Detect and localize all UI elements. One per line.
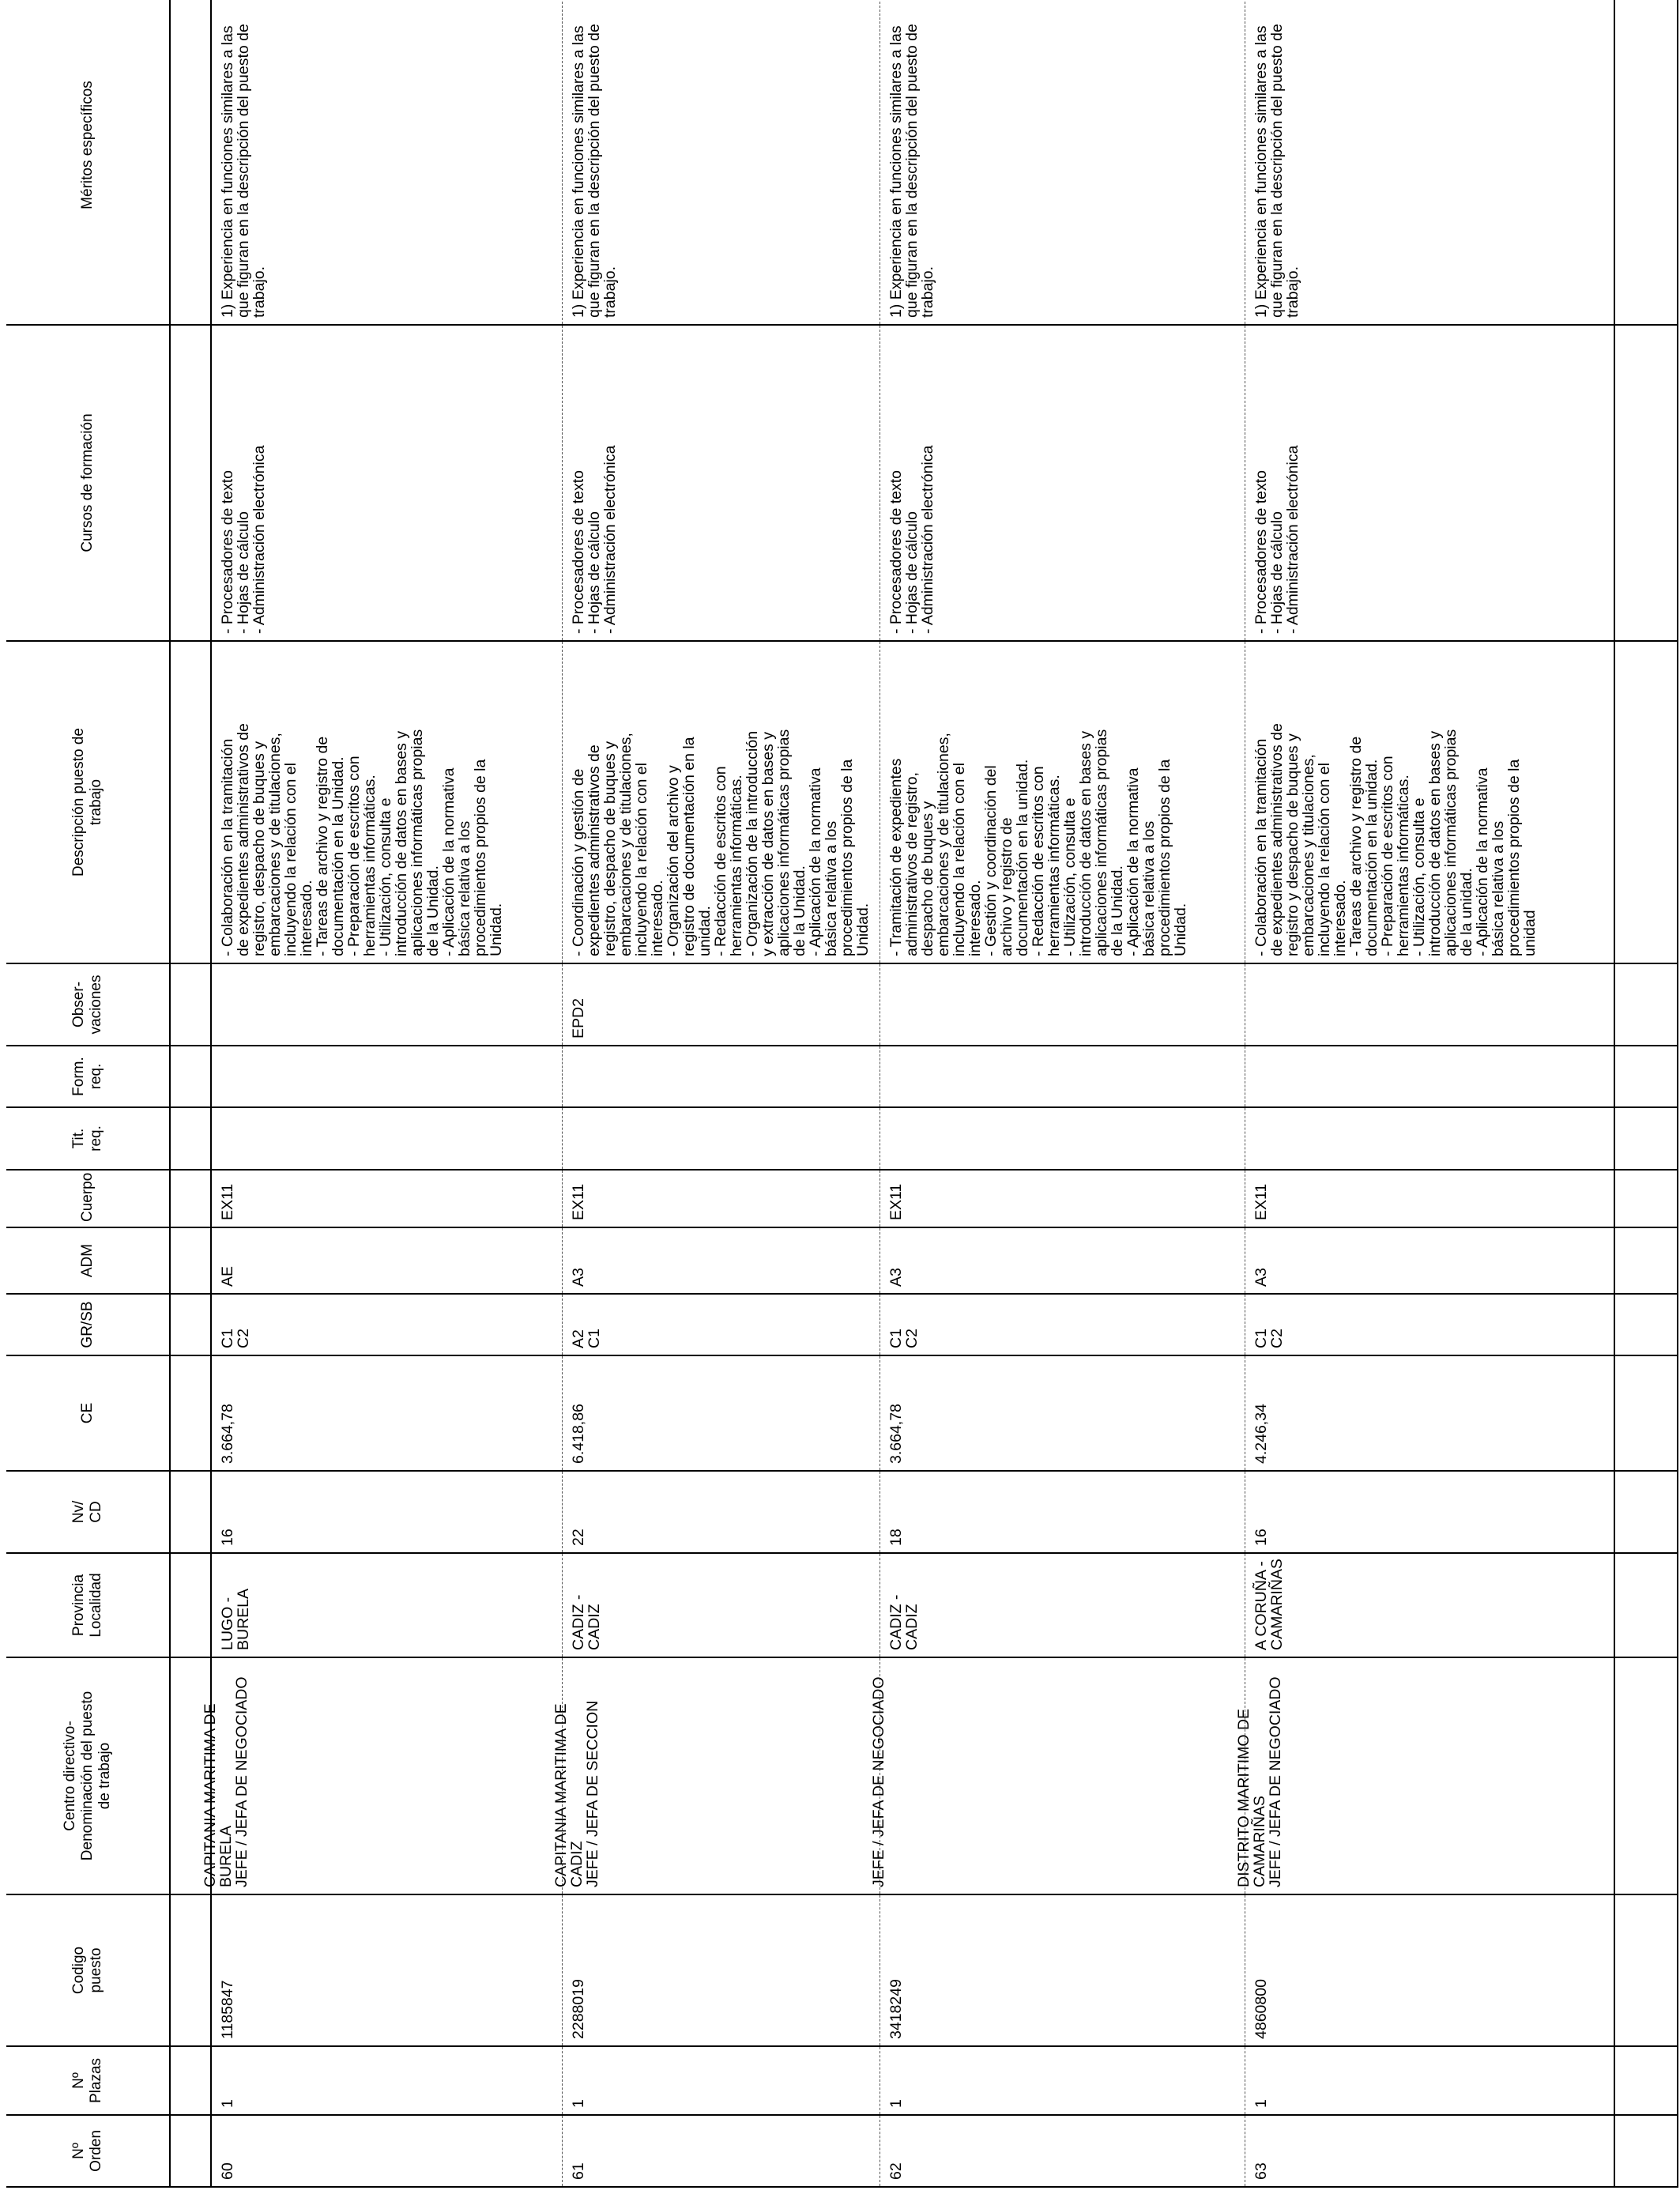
adm-cell: A3 xyxy=(562,1227,880,1294)
grsb-cell: C1 C2 xyxy=(1245,1294,1614,1355)
denominacion: JEFE / JEFA DE NEGOCIADO xyxy=(233,1676,250,1887)
ce-cell: 3.664,78 xyxy=(880,1355,1245,1471)
grsb-cell: C1 C2 xyxy=(211,1294,562,1355)
centro-cell xyxy=(1234,1657,1614,1894)
meritos-cell: 1) Experiencia en funciones similares a las que figuran en la descripción del puesto de trabajo. xyxy=(880,0,1245,325)
centro-cell xyxy=(869,1657,1245,1894)
adm-cell: A3 xyxy=(880,1227,1245,1294)
tit-cell xyxy=(880,1107,1245,1170)
plazas-cell: 1 xyxy=(562,2046,880,2115)
header-codigo: Codigo puesto xyxy=(6,1894,170,2046)
header-nivel: Nv/ CD xyxy=(6,1471,170,1553)
meritos-cell: 1) Experiencia en funciones similares a las que figuran en la descripción del puesto de trabajo. xyxy=(1245,0,1614,325)
header-meritos: Méritos específicos xyxy=(6,0,170,325)
grsb-cell: A2 C1 xyxy=(562,1294,880,1355)
nivel-cell: 18 xyxy=(880,1471,1245,1553)
header-centro: Centro directivo- Denominación del puesto de trabajo xyxy=(6,1657,170,1894)
cuerpo-cell: EX11 xyxy=(211,1170,562,1227)
tit-cell xyxy=(211,1107,562,1170)
ce-cell: 6.418,86 xyxy=(562,1355,880,1471)
orden-cell: 60 xyxy=(211,2115,562,2187)
obs-cell xyxy=(880,963,1245,1046)
form-cell xyxy=(562,1046,880,1107)
header-grsb: GR/SB xyxy=(6,1294,170,1355)
ce-cell: 3.664,78 xyxy=(211,1355,562,1471)
obs-cell xyxy=(1245,963,1614,1046)
cuerpo-cell: EX11 xyxy=(562,1170,880,1227)
ce-cell: 4.246,34 xyxy=(1245,1355,1614,1471)
provincia-cell: LUGO - BURELA xyxy=(211,1553,562,1657)
plazas-cell: 1 xyxy=(880,2046,1245,2115)
codigo-cell: 2288019 xyxy=(562,1894,880,2046)
codigo-cell: 4860800 xyxy=(1245,1894,1614,2046)
codigo-cell: 3418249 xyxy=(880,1894,1245,2046)
adm-cell: A3 xyxy=(1245,1227,1614,1294)
denominacion: JEFE / JEFA DE NEGOCIADO xyxy=(1266,1676,1284,1887)
provincia-cell: CADIZ - CADIZ xyxy=(562,1553,880,1657)
header-descripcion: Descripción puesto de trabajo xyxy=(6,641,170,963)
header-plazas: Nº Plazas xyxy=(6,2046,170,2115)
header-form: Form. req. xyxy=(6,1046,170,1107)
tit-cell xyxy=(1245,1107,1614,1170)
tit-cell xyxy=(562,1107,880,1170)
orden-cell: 62 xyxy=(880,2115,1245,2187)
centro-cell xyxy=(202,1657,562,1894)
form-cell xyxy=(880,1046,1245,1107)
descripcion-cell: - Colaboración en la tramitación de expedientes administrativos de registro y despacho de buques y embarcaciones y titulaciones, incluyendo la relación con el interesado. - Tareas de archivo y registro de documentación en la unidad. - Preparación de escritos con herramientas informáticas. - Utilización, consulta e introducción de datos en bases y aplicaciones informáticas propias de la unidad. - Aplicación de la normativa básica relativa a los procedimientos propios de la unidad xyxy=(1245,641,1614,963)
nivel-cell: 16 xyxy=(211,1471,562,1553)
table-row xyxy=(211,0,562,2187)
form-cell xyxy=(211,1046,562,1107)
header-ce: CE xyxy=(6,1355,170,1471)
denominacion: JEFE / JEFA DE SECCION xyxy=(583,1700,601,1887)
cuerpo-cell: EX11 xyxy=(1245,1170,1614,1227)
header-provincia: Provincia Localidad xyxy=(6,1553,170,1657)
orden-cell: 61 xyxy=(562,2115,880,2187)
plazas-cell: 1 xyxy=(1245,2046,1614,2115)
cursos-cell: - Procesadores de texto - Hojas de cálculo - Administración electrónica xyxy=(211,325,562,641)
header-tit: Tit. req. xyxy=(6,1107,170,1170)
cursos-cell: - Procesadores de texto - Hojas de cálculo - Administración electrónica xyxy=(562,325,880,641)
header-adm: ADM xyxy=(6,1227,170,1294)
orden-cell: 63 xyxy=(1245,2115,1614,2187)
nivel-cell: 16 xyxy=(1245,1471,1614,1553)
header-obs: Obser- vaciones xyxy=(6,963,170,1046)
empty-row xyxy=(1614,0,1678,2187)
table-row xyxy=(1245,0,1614,2187)
cuerpo-cell: EX11 xyxy=(880,1170,1245,1227)
denominacion: JEFE / JEFA DE NEGOCIADO xyxy=(869,1676,887,1887)
centro-directivo: CAPITANIA MARITIMA DE CADIZ xyxy=(552,1703,586,1887)
provincia-cell: CADIZ - CADIZ xyxy=(880,1553,1245,1657)
header-row xyxy=(6,0,170,2187)
codigo-cell: 1185847 xyxy=(211,1894,562,2046)
meritos-cell: 1) Experiencia en funciones similares a las que figuran en la descripción del puesto de trabajo. xyxy=(211,0,562,325)
cursos-cell: - Procesadores de texto - Hojas de cálculo - Administración electrónica xyxy=(1245,325,1614,641)
header-cursos: Cursos de formación xyxy=(6,325,170,641)
puestos-table xyxy=(6,0,1678,2188)
form-cell xyxy=(1245,1046,1614,1107)
centro-directivo: DISTRITO MARITIMO DE CAMARIÑAS xyxy=(1234,1708,1268,1887)
descripcion-cell: - Colaboración en la tramitación de expedientes administrativos de registro, despacho de buques y embarcaciones y de titulaciones, incluyendo la relación con el interesado. - Tareas de archivo y registro de documentación en la Unidad. - Preparación de escritos con herramientas informáticas. - Utilización, consulta e introducción de datos en bases y aplicaciones informáticas propias de la Unidad. - Aplicación de la normativa básica relativa a los procedimientos propios de la Unidad. xyxy=(211,641,562,963)
adm-cell: AE xyxy=(211,1227,562,1294)
meritos-cell: 1) Experiencia en funciones similares a las que figuran en la descripción del puesto de trabajo. xyxy=(562,0,880,325)
nivel-cell: 22 xyxy=(562,1471,880,1553)
centro-cell xyxy=(552,1657,880,1894)
table-row xyxy=(880,0,1245,2187)
obs-cell: EPD2 xyxy=(562,963,880,1046)
grsb-cell: C1 C2 xyxy=(880,1294,1245,1355)
obs-cell xyxy=(211,963,562,1046)
cursos-cell: - Procesadores de texto - Hojas de cálculo - Administración electrónica xyxy=(880,325,1245,641)
header-cuerpo: Cuerpo xyxy=(6,1170,170,1227)
descripcion-cell: - Coordinación y gestión de expedientes administrativos de registro, despacho de buques y embarcaciones y de titulaciones, incluyendo la relación con el interesado. - Organización del archivo y registro de documentación en la unidad. - Redacción de escritos con herramientas informáticas. - Organización de la introducción y extracción de datos en bases y aplicaciones informáticas propias de la Unidad. - Aplicación de la normativa básica relativa a los procedimientos propios de la Unidad. xyxy=(562,641,880,963)
plazas-cell: 1 xyxy=(211,2046,562,2115)
descripcion-cell: - Tramitación de expedientes administrativos de registro, despacho de buques y embarcaciones y de titulaciones, incluyendo la relación con el interesado. - Gestión y coordinación del archivo y registro de documentación en la unidad. - Redacción de escritos con herramientas informáticas. - Utilización, consulta e introducción de datos en bases y aplicaciones informáticas propias de la Unidad. - Aplicación de la normativa básica relativa a los procedimientos propios de la Unidad. xyxy=(880,641,1245,963)
header-orden: Nº Orden xyxy=(6,2115,170,2187)
table-row xyxy=(562,0,880,2187)
centro-directivo: CAPITANIA MARITIMA DE BURELA xyxy=(202,1703,235,1887)
provincia-cell: A CORUÑA - CAMARIÑAS xyxy=(1245,1553,1614,1657)
